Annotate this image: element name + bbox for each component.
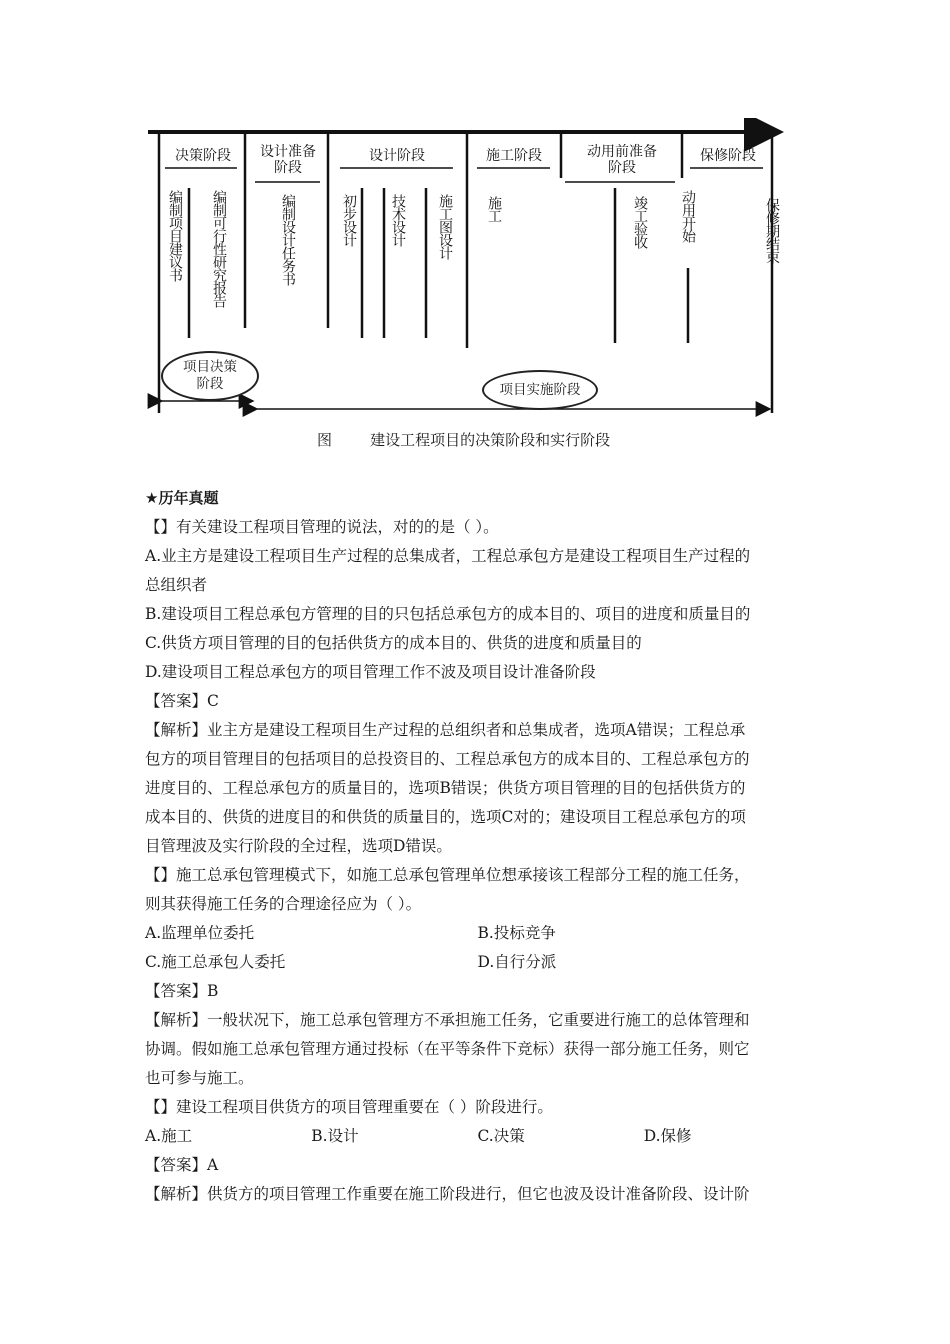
- q1-stem: 【】有关建设工程项目管理的说法，对的的是（ ）。: [145, 518, 499, 536]
- phase-pre-use: 动用前准备 阶段: [587, 144, 657, 176]
- task-preliminary-design: 初步设计: [341, 194, 357, 246]
- q2-explanation-3: 也可参与施工。: [145, 1069, 254, 1087]
- q1-option-d: D.建设项目工程总承包方的项目管理工作不波及项目设计准备阶段: [145, 663, 596, 681]
- q3-explanation-1: 【解析】供货方的项目管理工作重要在施工阶段进行，但它也波及设计准备阶段、设计阶: [145, 1185, 750, 1203]
- q2-options-row-1: [145, 919, 810, 948]
- q2-answer: 【答案】B: [145, 982, 219, 1000]
- q1-explanation-4: 成本目的、供货的进度目的和供货的质量目的，选项C对的；建设项目工程总承包方的项: [145, 808, 746, 826]
- q3-stem: 【】建设工程项目供货方的项目管理重要在（ ）阶段进行。: [145, 1098, 553, 1116]
- task-technical-design: 技术设计: [390, 194, 406, 246]
- task-design-brief: 编制设计任务书: [280, 194, 296, 285]
- oval-implementation-stage: 项目实施阶段: [482, 370, 598, 410]
- q3-option-c: C.决策: [477, 1127, 525, 1145]
- q2-stem-2: 则其获得施工任务的合理途径应为（ ）。: [145, 895, 422, 913]
- phase-warranty: 保修阶段: [700, 148, 756, 164]
- stage-diagram: [145, 118, 795, 423]
- document-body: [145, 484, 810, 1209]
- q2-option-d: D.自行分派: [477, 953, 557, 971]
- q1-option-b: B.建设项目工程总承包方管理的目的只包括总承包方的成本目的、项目的进度和质量目的: [145, 605, 751, 623]
- q1-option-a: A.业主方是建设工程项目生产过程的总集成者，工程总承包方是建设工程项目生产过程的: [145, 547, 751, 565]
- figure-caption: 图 建设工程项目的决策阶段和实行阶段: [317, 431, 611, 449]
- q1-explanation-2: 包方的项目管理目的包括项目的总投资目的、工程总承包方的成本目的、工程总承包方的: [145, 750, 750, 768]
- q1-answer: 【答案】C: [145, 692, 219, 710]
- q1-explanation-3: 进度目的、工程总承包方的质量目的，选项B错误；供货方项目管理的目的包括供货方的: [145, 779, 746, 797]
- q3-options-row: [145, 1122, 810, 1151]
- q2-explanation-2: 协调。假如施工总承包管理方通过投标（在平等条件下竞标）获得一部分施工任务，则它: [145, 1040, 750, 1058]
- q3-option-a: A.施工: [145, 1127, 193, 1145]
- phase-design: 设计阶段: [369, 148, 425, 164]
- task-start-of-use: 动用开始: [680, 190, 696, 242]
- q3-option-b: B.设计: [311, 1127, 359, 1145]
- task-project-proposal: 编制项目建议书: [167, 190, 183, 281]
- q1-option-c: C.供货方项目管理的目的包括供货方的成本目的、供货的进度和质量目的: [145, 634, 642, 652]
- section-heading: ★历年真题: [145, 489, 219, 507]
- phase-design-prep: 设计准备 阶段: [260, 144, 316, 176]
- task-warranty-end: 保修期结束: [764, 198, 780, 263]
- q3-answer: 【答案】A: [145, 1156, 219, 1174]
- q1-option-a-cont: 总组织者: [145, 576, 208, 594]
- q2-explanation-1: 【解析】一般状况下，施工总承包管理方不承担施工任务，它重要进行施工的总体管理和: [145, 1011, 750, 1029]
- phase-construction: 施工阶段: [486, 148, 542, 164]
- q1-explanation-5: 目管理波及实行阶段的全过程，选项D错误。: [145, 837, 452, 855]
- q2-option-a: A.监理单位委托: [145, 924, 255, 942]
- task-completion-acceptance: 竣工验收: [632, 196, 648, 248]
- task-construction: 施工: [486, 196, 502, 222]
- q2-option-c: C.施工总承包人委托: [145, 953, 286, 971]
- q2-option-b: B.投标竞争: [477, 924, 556, 942]
- task-feasibility-study: 编制可行性研究报告: [211, 190, 227, 307]
- q2-stem-1: 【】施工总承包管理模式下，如施工总承包管理单位想承接该工程部分工程的施工任务，: [145, 866, 750, 884]
- oval-decision-stage: 项目决策 阶段: [161, 351, 259, 401]
- q3-option-d: D.保修: [643, 1127, 692, 1145]
- q2-options-row-2: [145, 948, 810, 977]
- task-construction-drawings: 施工图设计: [437, 194, 453, 259]
- q1-explanation-1: 【解析】业主方是建设工程项目生产过程的总组织者和总集成者，选项A错误；工程总承: [145, 721, 746, 739]
- span-arrows: [162, 401, 770, 409]
- phase-decision: 决策阶段: [175, 148, 231, 164]
